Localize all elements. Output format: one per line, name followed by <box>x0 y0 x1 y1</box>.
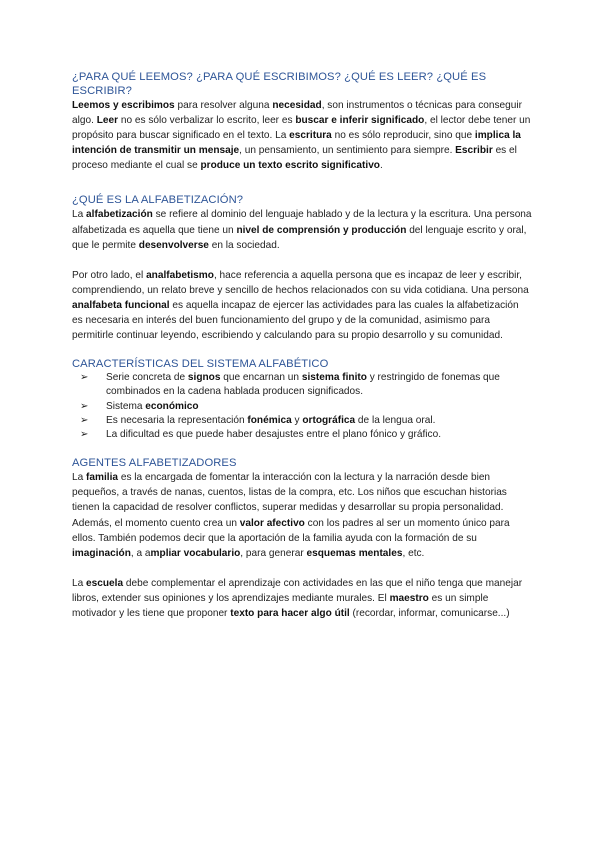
heading-para-que-leemos: ¿PARA QUÉ LEEMOS? ¿PARA QUÉ ESCRIBIMOS? ¿QUÉ ES LEER? ¿QUÉ ES ESCRIBIR? <box>72 71 487 97</box>
text-run: Es necesaria la representación <box>106 414 248 426</box>
bold-text-run: mpliar vocabulario <box>150 547 241 559</box>
list-item <box>80 400 532 414</box>
caracteristicas-list <box>72 371 532 442</box>
text-run: no es sólo reproducir, sino que <box>331 130 475 142</box>
bold-text-run: necesidad <box>272 100 322 111</box>
bold-text-run: analfabeta funcional <box>72 299 170 311</box>
text-run: , el lector debe tener un propósito para buscar significado en el texto. La <box>72 115 531 142</box>
text-run: , etc. <box>402 547 425 559</box>
text-run: no es sólo verbalizar lo escrito, leer es <box>118 115 296 127</box>
text-run: , para generar <box>240 547 307 559</box>
arrow-bullet-icon: ➢ <box>80 400 89 412</box>
text-run: Por otro lado, el <box>72 269 147 281</box>
bold-text-run: implica la intención de transmitir un mensaje <box>72 130 521 157</box>
list-item-text <box>106 429 441 440</box>
bold-text-run: imaginación <box>72 547 131 559</box>
bold-text-run: familia <box>86 472 119 484</box>
list-item <box>80 371 532 399</box>
bold-text-run: fonémica <box>247 414 292 426</box>
text-run: y restringido de fonemas que combinados en la cadena hablada producen significados. <box>106 372 500 398</box>
text-run: y <box>291 414 303 426</box>
arrow-bullet-icon: ➢ <box>80 372 89 384</box>
bold-text-run: signos <box>187 372 221 384</box>
text-run: La <box>72 209 87 221</box>
text-run: para resolver alguna <box>174 100 273 111</box>
bold-text-run: analfabetismo <box>146 269 214 281</box>
heading-agentes: AGENTES ALFABETIZADORES <box>72 457 237 470</box>
text-run: es el proceso mediante el cual se <box>72 145 517 172</box>
bold-text-run: produce un texto escrito significativo <box>200 160 380 172</box>
bold-text-run: Leemos y escribimos <box>72 100 175 111</box>
bold-text-run: sistema finito <box>301 372 367 384</box>
heading-alfabetizacion: ¿QUÉ ES LA ALFABETIZACIÓN? <box>72 194 244 207</box>
bold-text-run: desenvolverse <box>138 239 209 251</box>
text-run: , hace referencia a aquella persona que es incapaz de leer y escribir, comprendiendo, un relato breve y sencillo de hechos relacionados con su vida cotidiana. Una persona <box>72 269 529 296</box>
list-item-text <box>106 372 500 397</box>
paragraph-alfabetizacion <box>72 207 532 252</box>
bold-text-run: escritura <box>289 130 332 142</box>
text-run: (recordar, informar, comunicarse...) <box>349 607 510 619</box>
text-run: La <box>72 472 87 484</box>
text-run: La <box>72 577 87 589</box>
paragraph-leer-escribir <box>72 98 532 173</box>
bold-text-run: buscar e inferir significado <box>295 115 425 127</box>
text-run: es la encargada de fomentar la interacción con la lectura y la narración desde bien pequeños, a través de nanas, cuentos, listas de la compra, etc. Los niños que escuchan historias tienen la capacidad de resolver conflictos, superar medidas y desarrollar su propia personalidad. Además, el momento cuento crea un <box>72 472 507 529</box>
document-page <box>72 70 532 621</box>
text-run: en la sociedad. <box>208 239 280 251</box>
list-item <box>80 414 532 428</box>
paragraph-familia <box>72 470 532 561</box>
bold-text-run: alfabetización <box>86 209 153 221</box>
bold-text-run: valor afectivo <box>239 517 305 529</box>
text-run: de la lengua oral. <box>355 414 436 426</box>
list-item <box>80 428 532 442</box>
text-run: , a a <box>130 547 151 559</box>
text-run: Sistema <box>106 400 146 412</box>
text-run: , un pensamiento, un sentimiento para siempre. <box>239 145 456 157</box>
bold-text-run: escuela <box>86 577 124 589</box>
list-item-text <box>106 415 435 426</box>
text-run: del lenguaje escrito y oral, que le permite <box>72 224 527 251</box>
bold-text-run: esquemas mentales <box>306 547 403 559</box>
text-run: que encarnan un <box>220 372 302 384</box>
bold-text-run: Leer <box>96 115 119 127</box>
bold-text-run: maestro <box>389 592 429 604</box>
list-item-text <box>106 401 199 412</box>
text-run: La dificultad es que puede haber desajustes entre el plano fónico y gráfico. <box>106 429 442 441</box>
text-run: . <box>379 160 383 172</box>
text-run: Serie concreta de <box>106 372 188 384</box>
text-run: es aquella incapaz de ejercer las actividades para las cuales la alfabetización es necesaria en interés del buen funcionamiento del grupo y de la comunidad, asimismo para permitirle continuar leyendo, escribiendo y calculando para su propio desarrollo y su comunidad. <box>72 299 519 342</box>
bold-text-run: Escribir <box>455 145 493 157</box>
text-run: , son instrumentos o técnicas para conseguir algo. <box>72 100 522 127</box>
text-run: debe complementar el aprendizaje con actividades en las que el niño tenga que manejar libros, extender sus opiniones y los aprendizajes mediante murales. El <box>72 577 523 604</box>
bold-text-run: ortográfica <box>302 414 356 426</box>
text-run: es un simple motivador y les tiene que proponer <box>72 592 489 619</box>
bold-text-run: nivel de comprensión y producción <box>236 224 407 236</box>
arrow-bullet-icon: ➢ <box>80 414 89 426</box>
heading-caracteristicas: CARACTERÍSTICAS DEL SISTEMA ALFABÉTICO <box>72 358 329 371</box>
bold-text-run: texto para hacer algo útil <box>230 607 350 619</box>
arrow-bullet-icon: ➢ <box>80 429 89 441</box>
paragraph-escuela <box>72 576 532 621</box>
text-run: se refiere al dominio del lenguaje hablado y de la lectura y la escritura. Una persona alfabetizada es aquella que tiene un <box>72 209 532 236</box>
paragraph-analfabetismo <box>72 268 532 343</box>
text-run: con los padres al ser un momento único para ellos. También podemos decir que la aportación de la familia ayuda con la formación de su <box>72 517 510 544</box>
bold-text-run: económico <box>145 400 199 412</box>
